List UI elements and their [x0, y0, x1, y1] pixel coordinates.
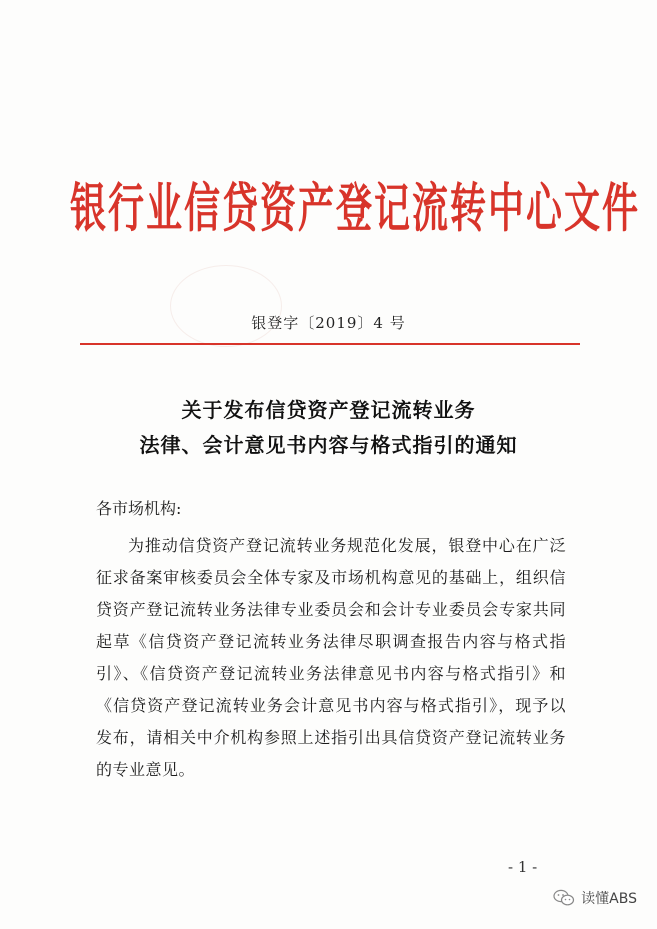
document-header-title: 银行业信贷资产登记流转中心文件 [70, 179, 641, 240]
notice-title-line1: 关于发布信贷资产登记流转业务 [181, 398, 476, 422]
red-divider-line [80, 343, 580, 345]
page-number: - 1 - [508, 858, 538, 876]
notice-title-line2: 法律、会计意见书内容与格式指引的通知 [139, 433, 518, 457]
salutation: 各市场机构: [96, 499, 182, 518]
wechat-icon [553, 889, 575, 907]
faint-stamp-mark [170, 265, 282, 347]
body-paragraph: 为推动信贷资产登记流转业务规范化发展，银登中心在广泛征求备案审核委员会全体专家及市场机构意见的基础上，组织信贷资产登记流转业务法律专业委员会和会计专业委员会专家共同起草《信贷资产登记流转业务法律尽职调查报告内容与格式指引》、《信贷资产登记流转业务法律意见书内容与格式指引》和《信贷资产登记流转业务会计意见书内容与格式指引》，现予以发布，请相关中介机构参照上述指引出具信贷资产登记流转业务的专业意见。 [96, 536, 566, 779]
watermark-text: 读懂ABS [581, 891, 637, 907]
watermark [553, 888, 637, 908]
document-number: 银登字〔2019〕4 号 [251, 314, 406, 332]
